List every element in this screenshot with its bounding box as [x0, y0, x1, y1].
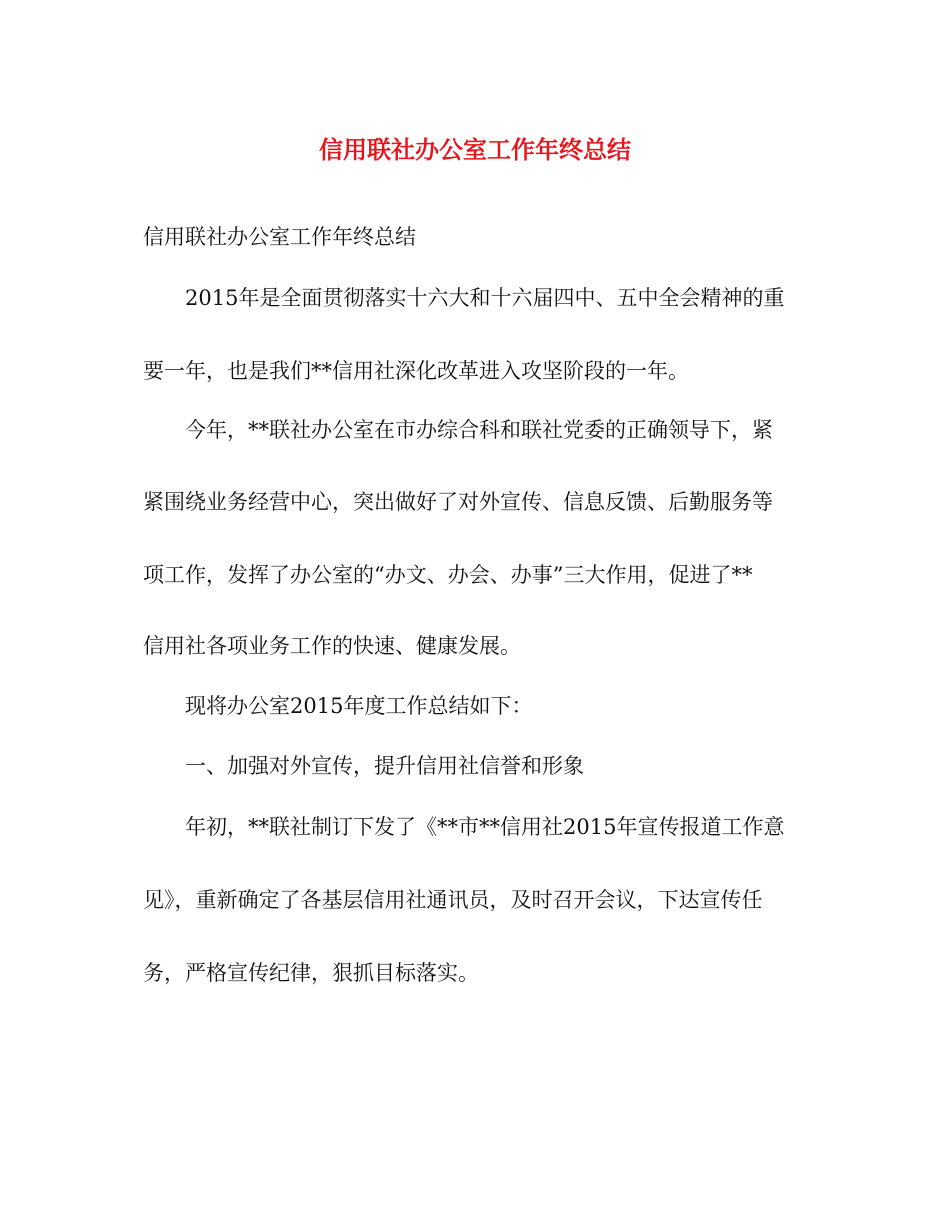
body-line-10: 见》，重新确定了各基层信用社通讯员，及时召开会议，下达宣传任 — [143, 888, 763, 912]
body-line-5: 项工作，发挥了办公室的“办文、办会、办事”三大作用，促进了** — [143, 563, 753, 587]
body-line-4: 紧围绕业务经营中心，突出做好了对外宣传、信息反馈、后勤服务等 — [143, 490, 773, 514]
body-line-subtitle: 信用联社办公室工作年终总结 — [143, 225, 416, 249]
body-line-7: 现将办公室2015年度工作总结如下： — [185, 694, 533, 718]
body-line-11: 务，严格宣传纪律，狠抓目标落实。 — [143, 961, 479, 985]
section-heading-1: 一、加强对外宣传，提升信用社信誉和形象 — [185, 754, 584, 778]
body-line-6: 信用社各项业务工作的快速、健康发展。 — [143, 634, 521, 658]
body-line-1: 2015年是全面贯彻落实十六大和十六届四中、五中全会精神的重 — [185, 286, 785, 310]
body-line-2: 要一年，也是我们**信用社深化改革进入攻坚阶段的一年。 — [143, 359, 689, 383]
body-line-3: 今年，**联社办公室在市办综合科和联社党委的正确领导下，紧 — [185, 418, 773, 442]
body-line-9: 年初，**联社制订下发了《**市**信用社2015年宣传报道工作意 — [185, 815, 785, 839]
document-title: 信用联社办公室工作年终总结 — [319, 135, 631, 164]
